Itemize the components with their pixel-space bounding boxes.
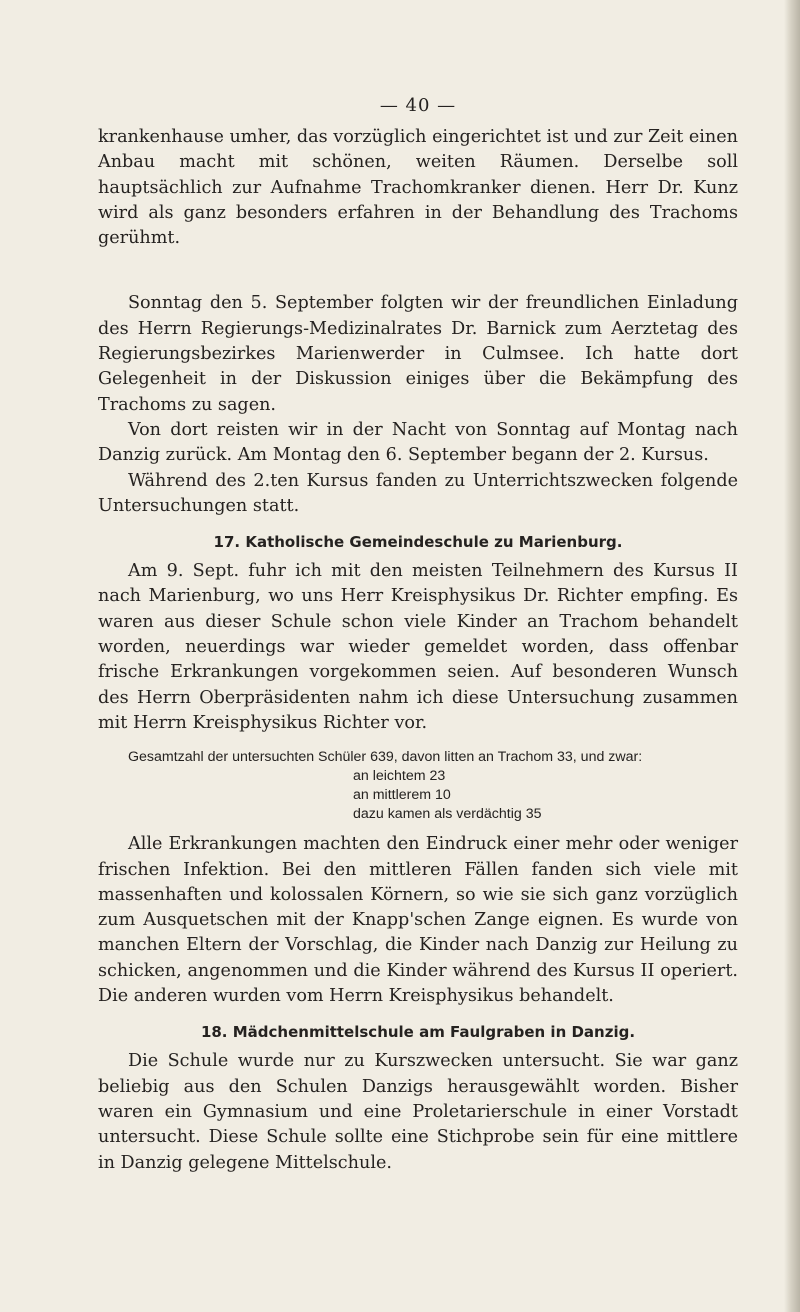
- statistics-line: dazu kamen als verdächtig 35: [353, 806, 542, 823]
- page-edge-shadow: [784, 0, 800, 1312]
- statistics-block: [98, 748, 738, 824]
- document-page: [98, 0, 738, 1176]
- statistics-line: an leichtem 23: [353, 768, 446, 785]
- paragraph-6: Alle Erkrankungen machten den Eindruck einer mehr oder weniger frischen Infektion. Bei den mittleren Fällen fanden sich viele mit massenhaften und kolossalen Körnern, so wie sie sich ganz vorzüglich zum Ausquetschen mit der Knapp'schen Zange eignen. Es wurde von manchen Eltern der Vorschlag, die Kinder nach Danzig zur Heilung zu schicken, angenommen und die Kinder während des Kursus II operiert. Die anderen wurden vom Herrn Kreisphysikus behandelt.: [98, 834, 738, 1007]
- section-heading-18: 18. Mädchenmittelschule am Faulgraben in Danzig.: [200, 1023, 636, 1042]
- paragraph-4: Während des 2.ten Kursus fanden zu Unterrichtszwecken folgende Untersuchungen statt.: [98, 470, 738, 516]
- statistics-intro: Gesamtzahl der untersuchten Schüler 639, davon litten an Trachom 33, und zwar:: [128, 749, 643, 766]
- paragraph-2: Sonntag den 5. September folgten wir der freundlichen Einladung des Herrn Regierungs-Medizinalrates Dr. Barnick zum Aerztetag des Regierungsbezirkes Marienwerder in Culmsee. Ich hatte dort Gelegenheit in der Diskussion einiges über die Bekämpfung des Trachoms zu sagen.: [98, 293, 738, 415]
- section-heading-17: 17. Katholische Gemeindeschule zu Marienburg.: [213, 533, 623, 552]
- paragraph-1: krankenhause umher, das vorzüglich eingerichtet ist und zur Zeit einen Anbau macht mit schönen, weiten Räumen. Derselbe soll hauptsächlich zur Aufnahme Trachomkranker dienen. Herr Dr. Kunz wird als ganz besonders erfahren in der Behandlung des Trachoms gerühmt.: [98, 127, 738, 249]
- paragraph-7: Die Schule wurde nur zu Kurszwecken untersucht. Sie war ganz beliebig aus den Schulen Danzigs herausgewählt worden. Bisher waren ein Gymnasium und eine Proletarierschule in einer Vorstadt untersucht. Diese Schule sollte eine Stichprobe sein für eine mittlere in Danzig gelegene Mittelschule.: [98, 1051, 738, 1173]
- statistics-lines: [98, 767, 738, 824]
- paragraph-3: Von dort reisten wir in der Nacht von Sonntag auf Montag nach Danzig zurück. Am Montag den 6. September begann der 2. Kursus.: [98, 419, 738, 466]
- paragraph-5: Am 9. Sept. fuhr ich mit den meisten Teilnehmern des Kursus II nach Marienburg, wo uns Herr Kreisphysikus Dr. Richter empfing. Es waren aus dieser Schule schon viele Kinder an Trachom behandelt worden, neuerdings war wieder gemeldet worden, dass offenbar frische Erkrankungen vorgekommen seien. Auf besonderen Wunsch des Herrn Oberpräsidenten nahm ich diese Untersuchung zusammen mit Herrn Kreisphysikus Richter vor.: [98, 561, 738, 733]
- page-number: — 40 —: [379, 95, 457, 116]
- statistics-line: an mittlerem 10: [353, 787, 451, 804]
